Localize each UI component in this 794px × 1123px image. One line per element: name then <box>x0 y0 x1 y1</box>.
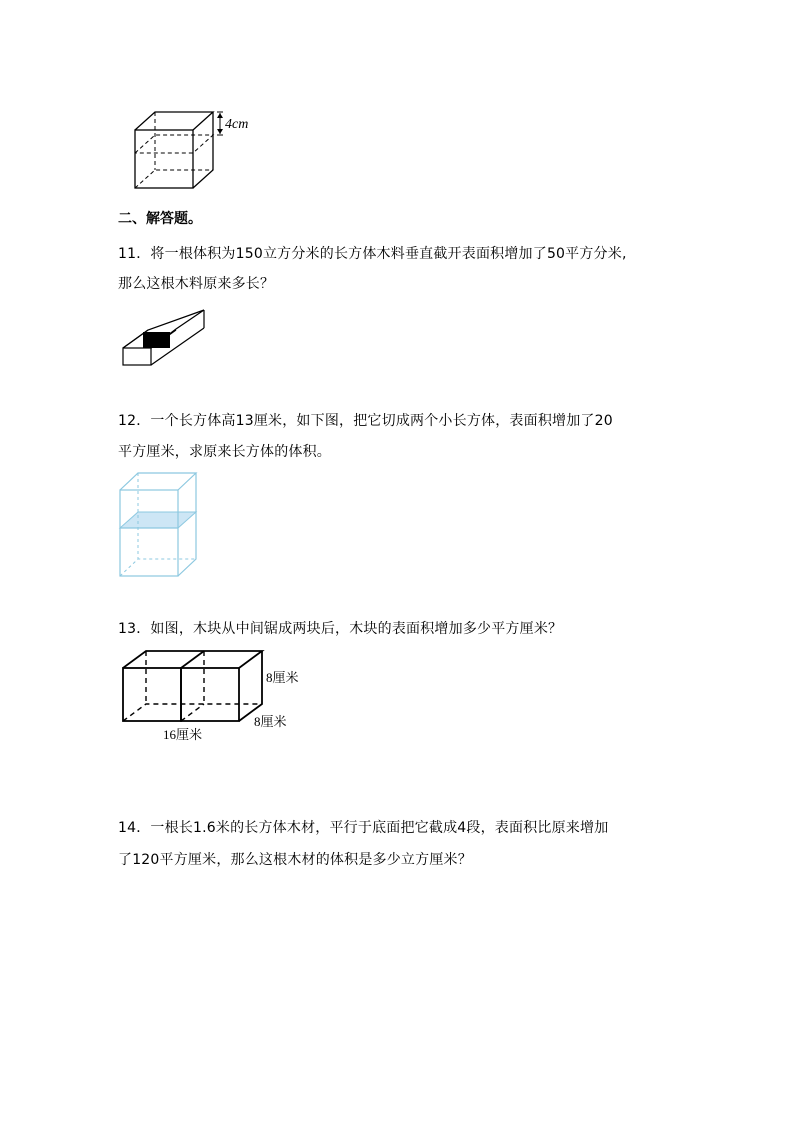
question-13-line-1 <box>118 619 562 639</box>
question-13-figure <box>118 648 268 728</box>
cube-dimension-label: 4cm <box>225 117 249 132</box>
question-14-line-1 <box>118 818 608 838</box>
question-13-length-label: 16厘米 <box>163 727 203 742</box>
question-13-text-1: 如图，木块从中间锯成两块后，木块的表面积增加多少平方厘米？ <box>150 621 563 637</box>
question-14-number: 14． <box>118 820 151 836</box>
question-11-line-2: 那么这根木料原来多长？ <box>118 276 275 292</box>
question-12-line-2: 平方厘米，求原来长方体的体积。 <box>118 444 331 460</box>
question-14-line-2: 了120平方厘米，那么这根木材的体积是多少立方厘米？ <box>118 852 472 868</box>
question-14-text-1: 一根长1.6米的长方体木材，平行于底面把它截成4段，表面积比原来增加 <box>150 820 609 836</box>
question-11-line-1 <box>118 244 627 264</box>
question-12-figure <box>118 470 208 580</box>
question-11-figure <box>118 302 218 372</box>
question-13-height-label: 8厘米 <box>266 670 299 685</box>
question-11-number: 11． <box>118 246 151 262</box>
question-12-text-1: 一个长方体高13厘米，如下图，把它切成两个小长方体，表面积增加了20 <box>150 413 613 429</box>
question-13-number: 13． <box>118 621 151 637</box>
question-13-depth-label: 8厘米 <box>254 714 287 729</box>
question-12-line-1 <box>118 411 613 431</box>
section-heading: 二、解答题。 <box>118 211 202 227</box>
question-11-text-1: 将一根体积为150立方分米的长方体木料垂直截开表面积增加了50平方分米, <box>150 246 627 262</box>
question-12-number: 12． <box>118 413 151 429</box>
